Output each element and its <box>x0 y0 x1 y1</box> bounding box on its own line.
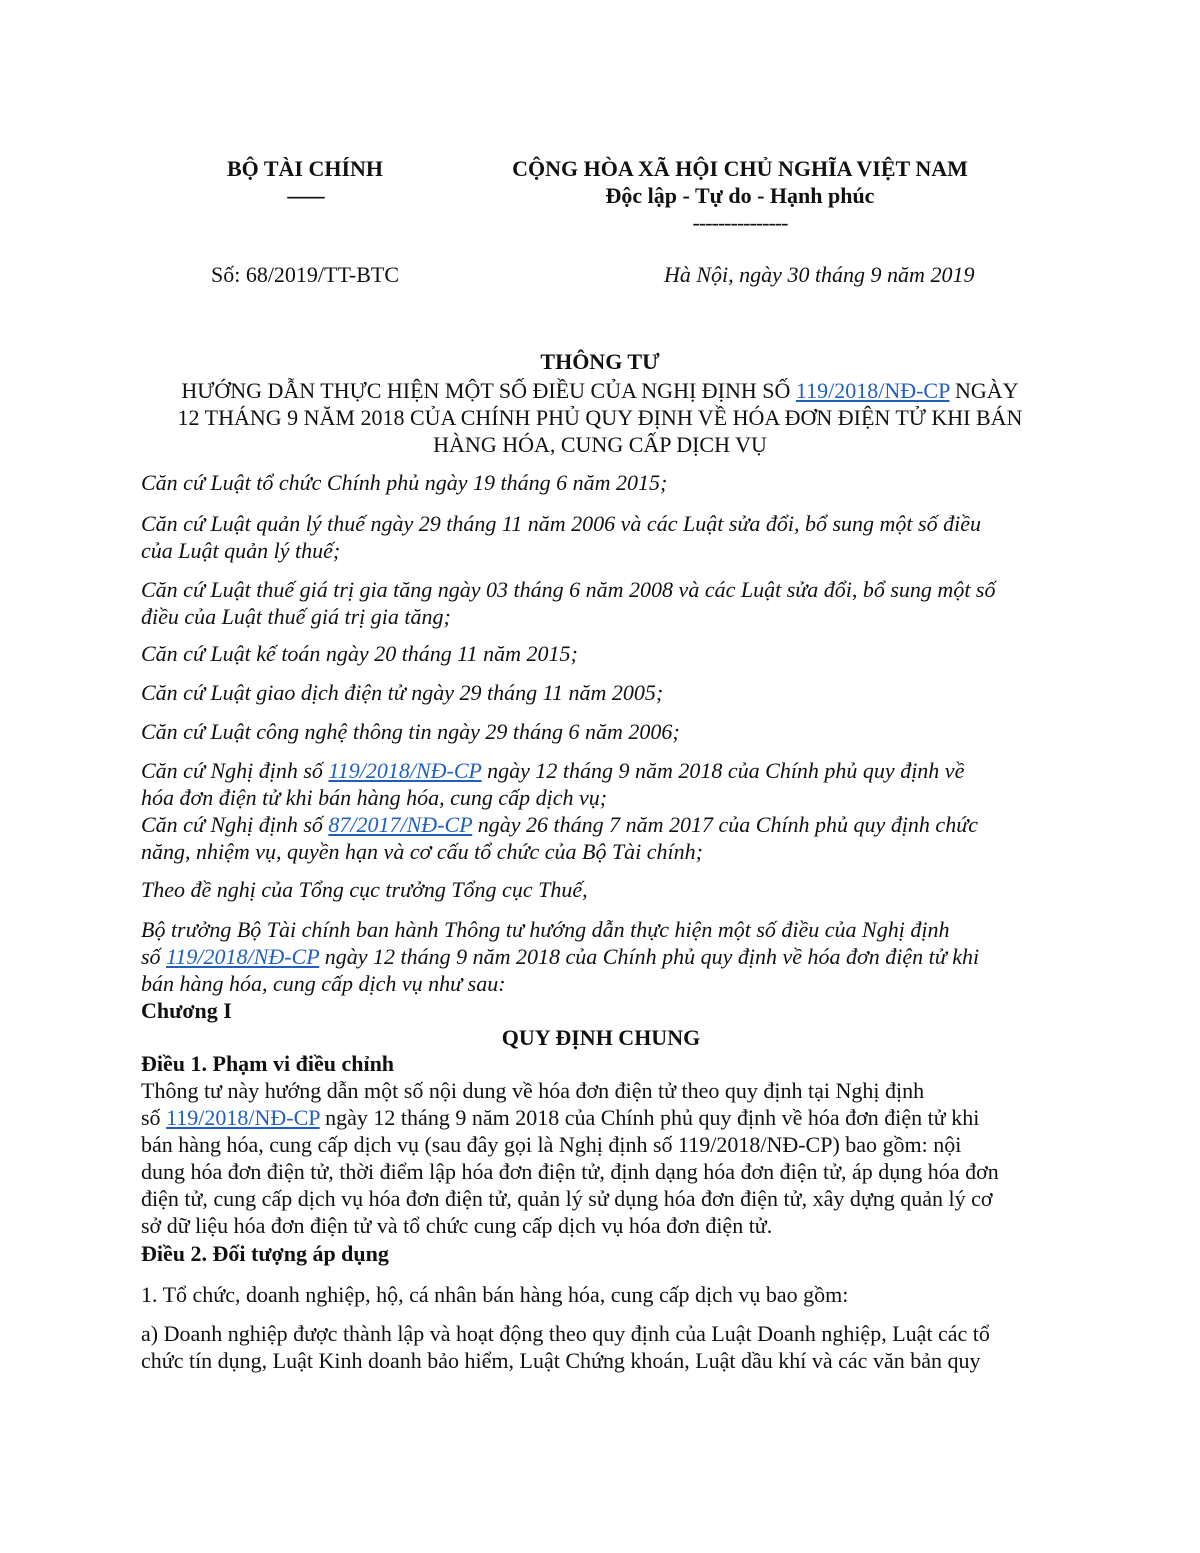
article-1-line-2-tail: ngày 12 tháng 9 năm 2018 của Chính phủ quy định về hóa đơn điện tử khi <box>319 1105 980 1130</box>
motto: Độc lập - Tự do - Hạnh phúc <box>605 183 875 208</box>
basis-7-tail: ngày 12 tháng 9 năm 2018 của Chính phủ quy định về <box>481 758 965 783</box>
basis-10-tail: ngày 12 tháng 9 năm 2018 của Chính phủ quy định về hóa đơn điện tử khi <box>319 944 980 969</box>
republic-name: CỘNG HÒA XÃ HỘI CHỦ NGHĨA VIỆT NAM <box>512 156 968 181</box>
basis-1: Căn cứ Luật tổ chức Chính phủ ngày 19 tháng 6 năm 2015; <box>141 470 668 495</box>
ministry-rule: ------- <box>286 183 324 208</box>
basis-8-line-2: năng, nhiệm vụ, quyền hạn và cơ cấu tổ chức của Bộ Tài chính; <box>141 839 703 864</box>
article-1-line-3: bán hàng hóa, cung cấp dịch vụ (sau đây gọi là Nghị định số 119/2018/NĐ-CP) bao gồm: nội <box>141 1132 962 1157</box>
article-1-heading: Điều 1. Phạm vi điều chỉnh <box>141 1051 395 1076</box>
article-1-line-5: điện tử, cung cấp dịch vụ hóa đơn điện tử, quản lý sử dụng hóa đơn điện tử, xây dựng quản lý cơ <box>141 1186 993 1211</box>
article-2-point-a-line-2: chức tín dụng, Luật Kinh doanh bảo hiểm, Luật Chứng khoán, Luật dầu khí và các văn bản quy <box>141 1348 981 1373</box>
basis-10-line-2 <box>141 943 1061 970</box>
motto-rule: --------------- <box>692 210 788 235</box>
title-line-3: HÀNG HÓA, CUNG CẤP DỊCH VỤ <box>433 432 767 457</box>
article-2-point-a-line-1: a) Doanh nghiệp được thành lập và hoạt động theo quy định của Luật Doanh nghiệp, Luật các tổ <box>141 1321 990 1346</box>
basis-8-text: Căn cứ Nghị định số <box>141 812 329 837</box>
ministry-name: BỘ TÀI CHÍNH <box>226 156 384 181</box>
article-2-heading: Điều 2. Đối tượng áp dụng <box>141 1241 389 1266</box>
basis-10-line-3: bán hàng hóa, cung cấp dịch vụ như sau: <box>141 971 506 996</box>
title-line-1-tail: NGÀY <box>949 378 1019 403</box>
decree-87-link[interactable]: 87/2017/NĐ-CP <box>328 812 473 837</box>
basis-10-line-1: Bộ trưởng Bộ Tài chính ban hành Thông tư hướng dẫn thực hiện một số điều của Nghị định <box>141 917 950 942</box>
chapter-label: Chương I <box>141 998 232 1023</box>
article-1-line-4: dung hóa đơn điện tử, thời điểm lập hóa đơn điện tử, định dạng hóa đơn điện tử, áp dụng hóa đơn <box>141 1159 999 1184</box>
basis-7-text: Căn cứ Nghị định số <box>141 758 329 783</box>
title-line-2: 12 THÁNG 9 NĂM 2018 CỦA CHÍNH PHỦ QUY ĐỊNH VỀ HÓA ĐƠN ĐIỆN TỬ KHI BÁN <box>177 405 1023 430</box>
basis-3 <box>141 576 1061 630</box>
article-1-line-1: Thông tư này hướng dẫn một số nội dung về hóa đơn điện tử theo quy định tại Nghị định <box>141 1078 925 1103</box>
basis-10 <box>141 916 1061 997</box>
decree-119-link-3[interactable]: 119/2018/NĐ-CP <box>166 944 320 969</box>
basis-10-text: số <box>141 944 167 969</box>
basis-7-line-1 <box>141 757 1061 784</box>
basis-5: Căn cứ Luật giao dịch điện tử ngày 29 tháng 11 năm 2005; <box>141 680 664 705</box>
article-1-body <box>141 1077 1061 1239</box>
chapter-title: QUY ĐỊNH CHUNG <box>501 1025 701 1050</box>
decree-119-link-4[interactable]: 119/2018/NĐ-CP <box>166 1105 320 1130</box>
basis-4: Căn cứ Luật kế toán ngày 20 tháng 11 năm 2015; <box>141 641 578 666</box>
basis-8-line-1 <box>141 811 1061 838</box>
article-1-line-6: sở dữ liệu hóa đơn điện tử và tổ chức cung cấp dịch vụ hóa đơn điện tử. <box>141 1213 773 1238</box>
basis-7-line-2: hóa đơn điện tử khi bán hàng hóa, cung cấp dịch vụ; <box>141 785 608 810</box>
place-date: Hà Nội, ngày 30 tháng 9 năm 2019 <box>664 262 975 287</box>
basis-8-tail: ngày 26 tháng 7 năm 2017 của Chính phủ quy định chức <box>472 812 978 837</box>
basis-2-line-2: của Luật quản lý thuế; <box>141 538 341 563</box>
basis-7 <box>141 757 1061 811</box>
decree-119-link[interactable]: 119/2018/NĐ-CP <box>795 378 950 403</box>
article-2-point-1: 1. Tổ chức, doanh nghiệp, hộ, cá nhân bán hàng hóa, cung cấp dịch vụ bao gồm: <box>141 1282 849 1307</box>
basis-3-line-1: Căn cứ Luật thuế giá trị gia tăng ngày 03 tháng 6 năm 2008 và các Luật sửa đổi, bổ sung một số <box>141 577 996 602</box>
title-line-1-text: HƯỚNG DẪN THỰC HIỆN MỘT SỐ ĐIỀU CỦA NGHỊ ĐỊNH SỐ <box>181 378 796 403</box>
basis-2-line-1: Căn cứ Luật quản lý thuế ngày 29 tháng 11 năm 2006 và các Luật sửa đổi, bổ sung một số điều <box>141 511 981 536</box>
article-1-line-2 <box>141 1104 1061 1131</box>
document-number: Số: 68/2019/TT-BTC <box>210 262 400 287</box>
basis-6: Căn cứ Luật công nghệ thông tin ngày 29 tháng 6 năm 2006; <box>141 719 680 744</box>
article-1-line-2-text: số <box>141 1105 167 1130</box>
basis-2 <box>141 510 1061 564</box>
basis-8 <box>141 811 1061 865</box>
article-2-point-a <box>141 1320 1061 1374</box>
title-line-1 <box>140 377 1060 404</box>
document-type: THÔNG TƯ <box>540 349 660 374</box>
basis-3-line-2: điều của Luật thuế giá trị gia tăng; <box>141 604 451 629</box>
decree-119-link-2[interactable]: 119/2018/NĐ-CP <box>328 758 482 783</box>
basis-9: Theo đề nghị của Tổng cục trưởng Tổng cục Thuế, <box>141 877 588 902</box>
